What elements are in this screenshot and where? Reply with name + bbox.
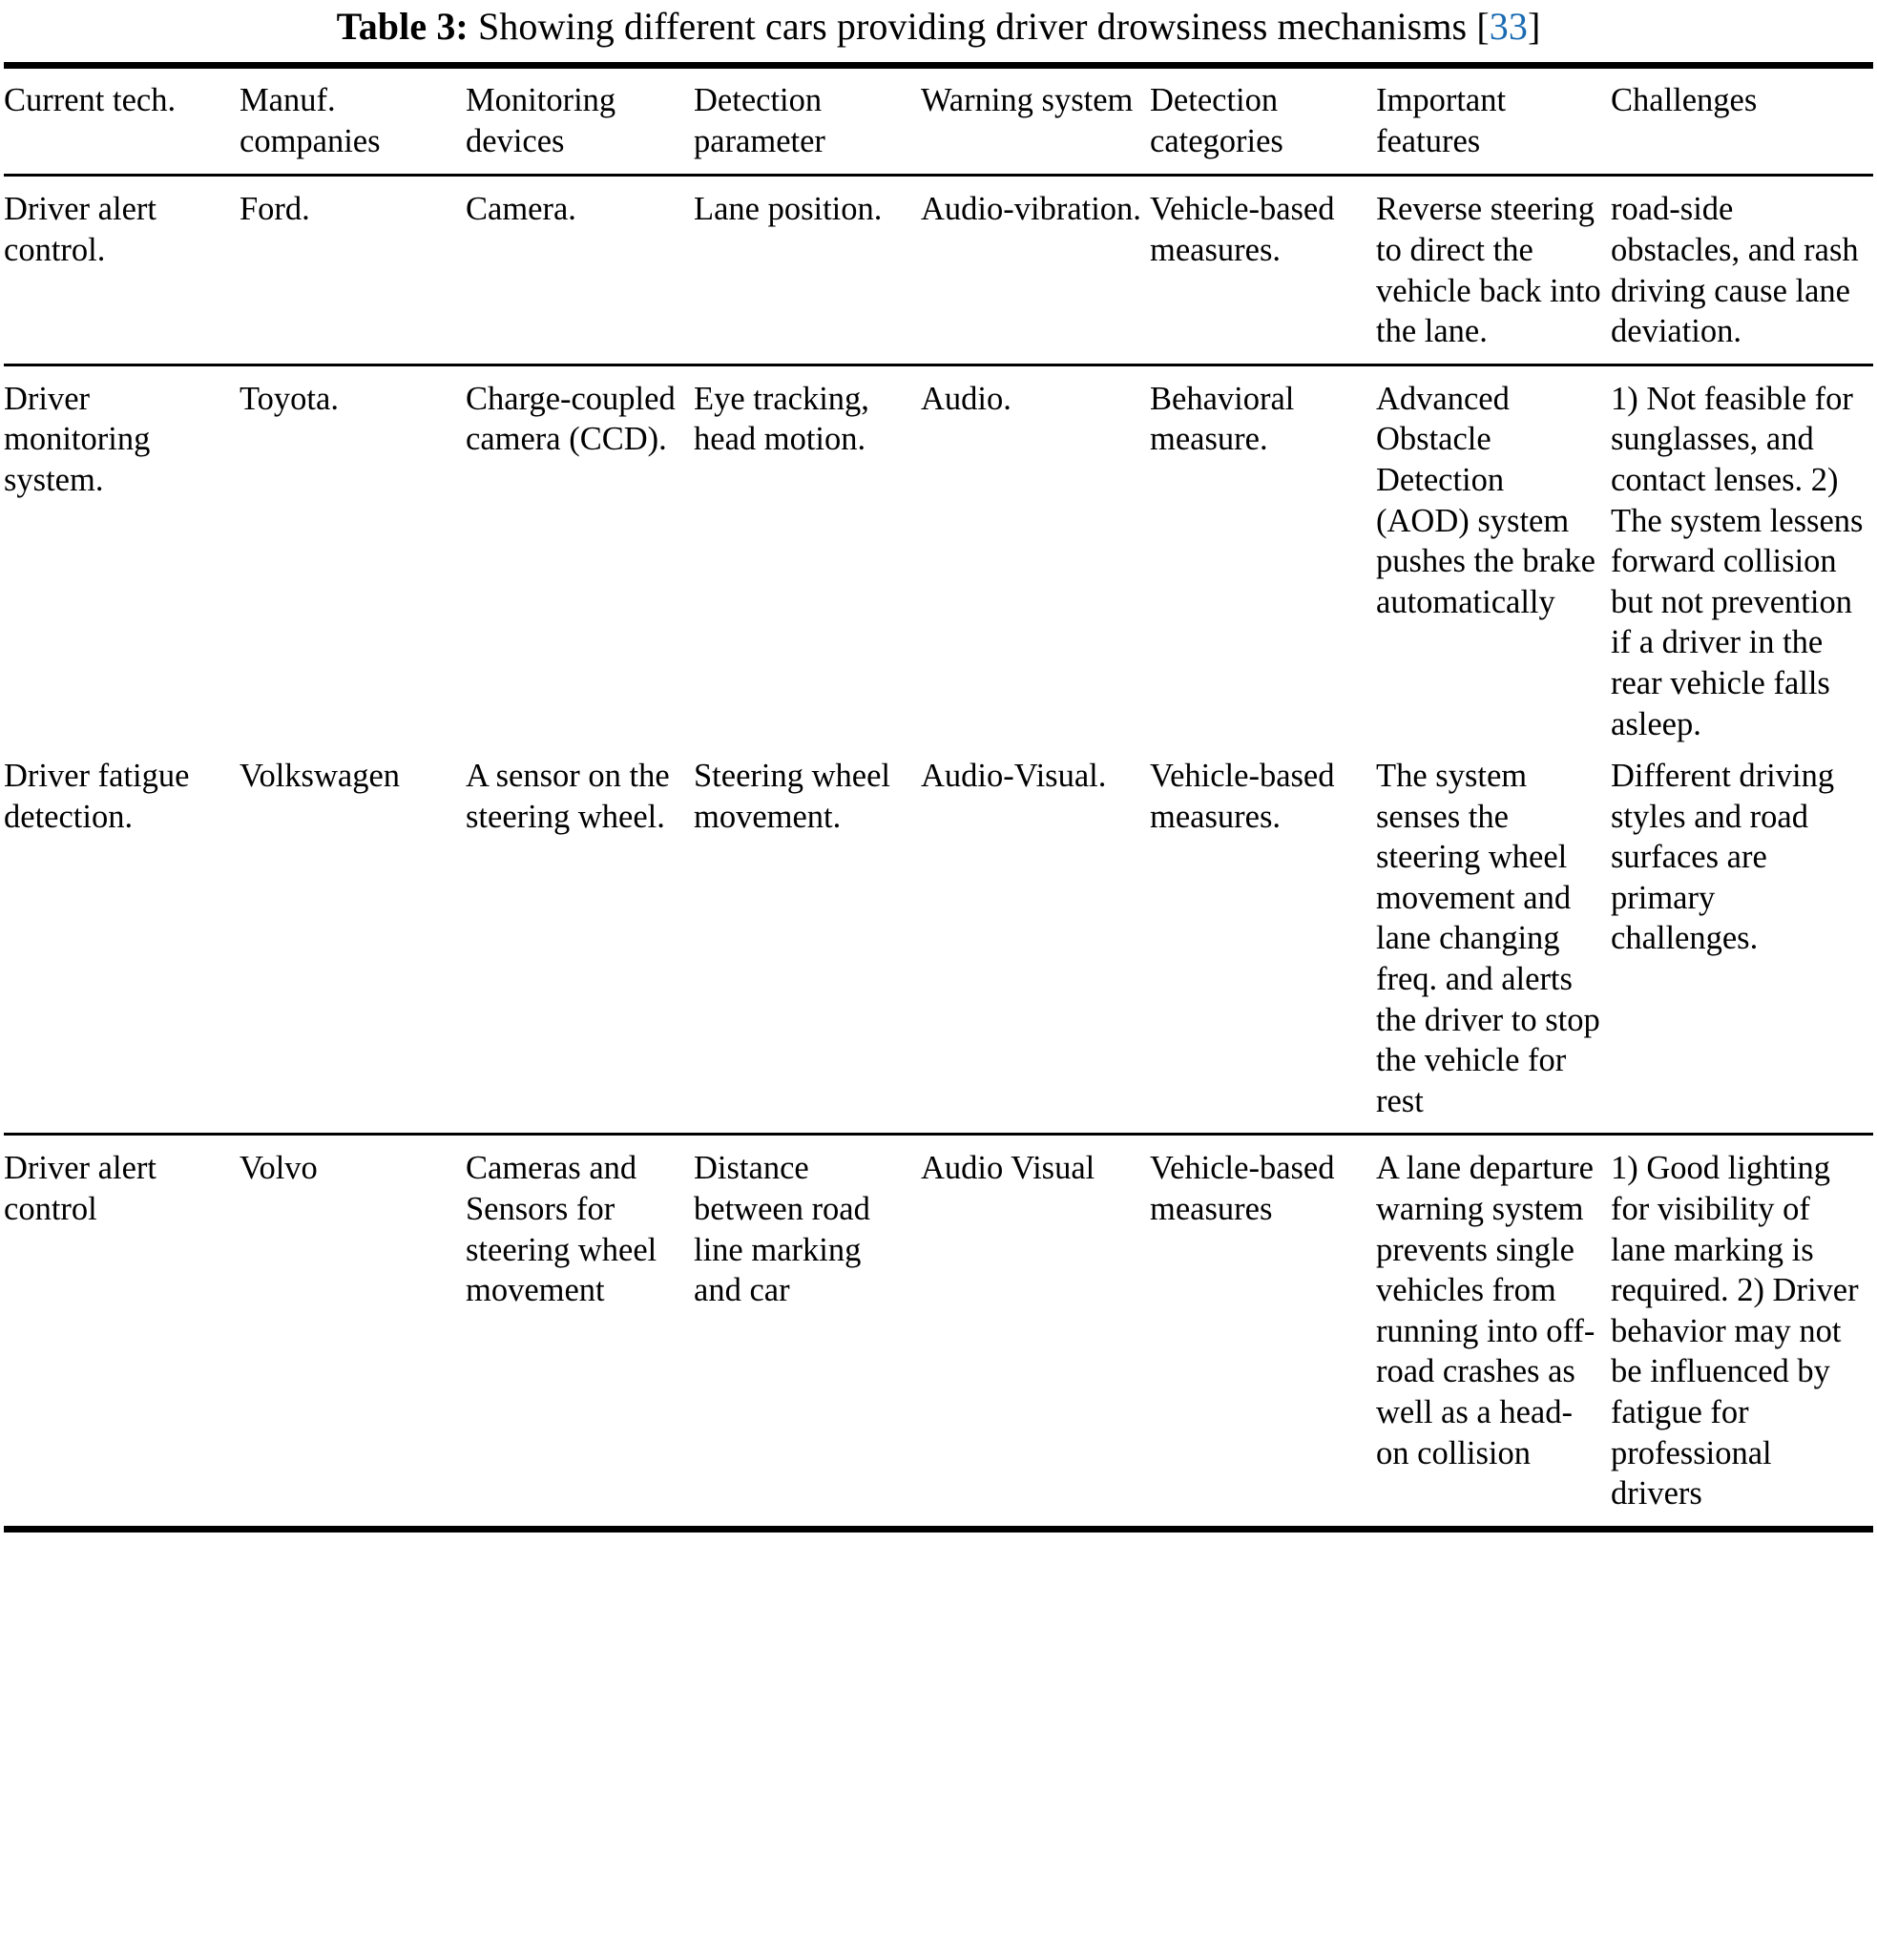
cell-warning-system: Audio.	[921, 365, 1150, 756]
column-header-manuf-companies: Manuf. companies	[240, 82, 381, 159]
cell-current-tech: Driver fatigue detection.	[4, 758, 190, 835]
cell-important-features: The system senses the steering wheel movement and lane changing freq. and alerts the driver to stop the vehicle for rest	[1376, 758, 1600, 1119]
cell-detection-categories: Vehicle-based measures	[1150, 1135, 1376, 1526]
header-row	[4, 69, 1873, 176]
column-header-warning-system: Warning system	[921, 82, 1134, 119]
cell-current-tech: Driver alert control.	[4, 176, 240, 365]
table-top-rule	[4, 62, 1873, 69]
caption-text: Showing different cars providing driver drowsiness mechanisms	[477, 5, 1468, 48]
column-header-important-features: Important features	[1376, 82, 1507, 159]
cell-manuf-companies: Volkswagen	[240, 758, 401, 795]
citation-link[interactable]: 33	[1489, 5, 1528, 48]
column-header-current-tech: Current tech.	[4, 82, 177, 119]
cell-current-tech: Driver alert control	[4, 1135, 240, 1526]
citation-close-bracket: ]	[1527, 5, 1541, 48]
table-caption	[4, 0, 1873, 62]
cell-detection-categories: Vehicle-based measures.	[1150, 176, 1376, 365]
cell-detection-parameter: Distance between road line marking and car	[694, 1135, 921, 1526]
cell-warning-system: Audio-vibration.	[921, 176, 1150, 365]
table-header	[4, 69, 1873, 176]
cell-challenges: 1) Good lighting for visibility of lane marking is required. 2) Driver behavior may not be influenced by fatigue for professional drivers	[1611, 1135, 1873, 1526]
caption-label: Table 3:	[336, 5, 469, 48]
drowsiness-mechanisms-table	[4, 69, 1873, 1526]
cell-monitoring-devices: Camera.	[466, 176, 694, 365]
cell-monitoring-devices: Charge-coupled camera (CCD).	[466, 365, 694, 756]
cell-current-tech: Driver monitoring system.	[4, 365, 240, 756]
cell-detection-parameter: Lane position.	[694, 176, 921, 365]
cell-warning-system: Audio Visual	[921, 1135, 1150, 1526]
cell-important-features: Advanced Obstacle Detection (AOD) system pushes the brake automatically	[1376, 365, 1611, 756]
cell-detection-categories: Behavioral measure.	[1150, 365, 1376, 756]
column-header-challenges: Challenges	[1611, 82, 1758, 119]
cell-monitoring-devices: Cameras and Sensors for steering wheel movement	[466, 1135, 694, 1526]
cell-important-features: Reverse steering to direct the vehicle back into the lane.	[1376, 176, 1611, 365]
cell-detection-parameter: Steering wheel movement.	[694, 758, 890, 835]
table-bottom-rule	[4, 1526, 1873, 1533]
column-header-detection-parameter: Detection parameter	[694, 82, 825, 159]
table-row	[4, 176, 1873, 365]
cell-detection-categories: Vehicle-based measures.	[1150, 758, 1335, 835]
cell-warning-system: Audio-Visual.	[921, 758, 1107, 795]
cell-challenges: road-side obstacles, and rash driving cause lane deviation.	[1611, 176, 1873, 365]
cell-monitoring-devices: A sensor on the steering wheel.	[466, 758, 670, 835]
cell-manuf-companies: Toyota.	[240, 365, 466, 756]
table-row	[4, 756, 1873, 1135]
cell-challenges: 1) Not feasible for sunglasses, and contact lenses. 2) The system lessens forward collision but not prevention if a driver in the rear vehicle falls asleep.	[1611, 365, 1873, 756]
citation-open-bracket: [	[1476, 5, 1490, 48]
cell-detection-parameter: Eye tracking, head motion.	[694, 365, 921, 756]
cell-important-features: A lane departure warning system prevents single vehicles from running into off-road crashes as well as a head-on collision	[1376, 1135, 1611, 1526]
column-header-monitoring-devices: Monitoring devices	[466, 82, 616, 159]
table-body	[4, 176, 1873, 1526]
column-header-detection-categories: Detection categories	[1150, 82, 1283, 159]
cell-manuf-companies: Volvo	[240, 1135, 466, 1526]
table-row	[4, 365, 1873, 756]
cell-manuf-companies: Ford.	[240, 176, 466, 365]
cell-challenges: Different driving styles and road surfaces are primary challenges.	[1611, 758, 1835, 957]
table-row	[4, 1135, 1873, 1526]
